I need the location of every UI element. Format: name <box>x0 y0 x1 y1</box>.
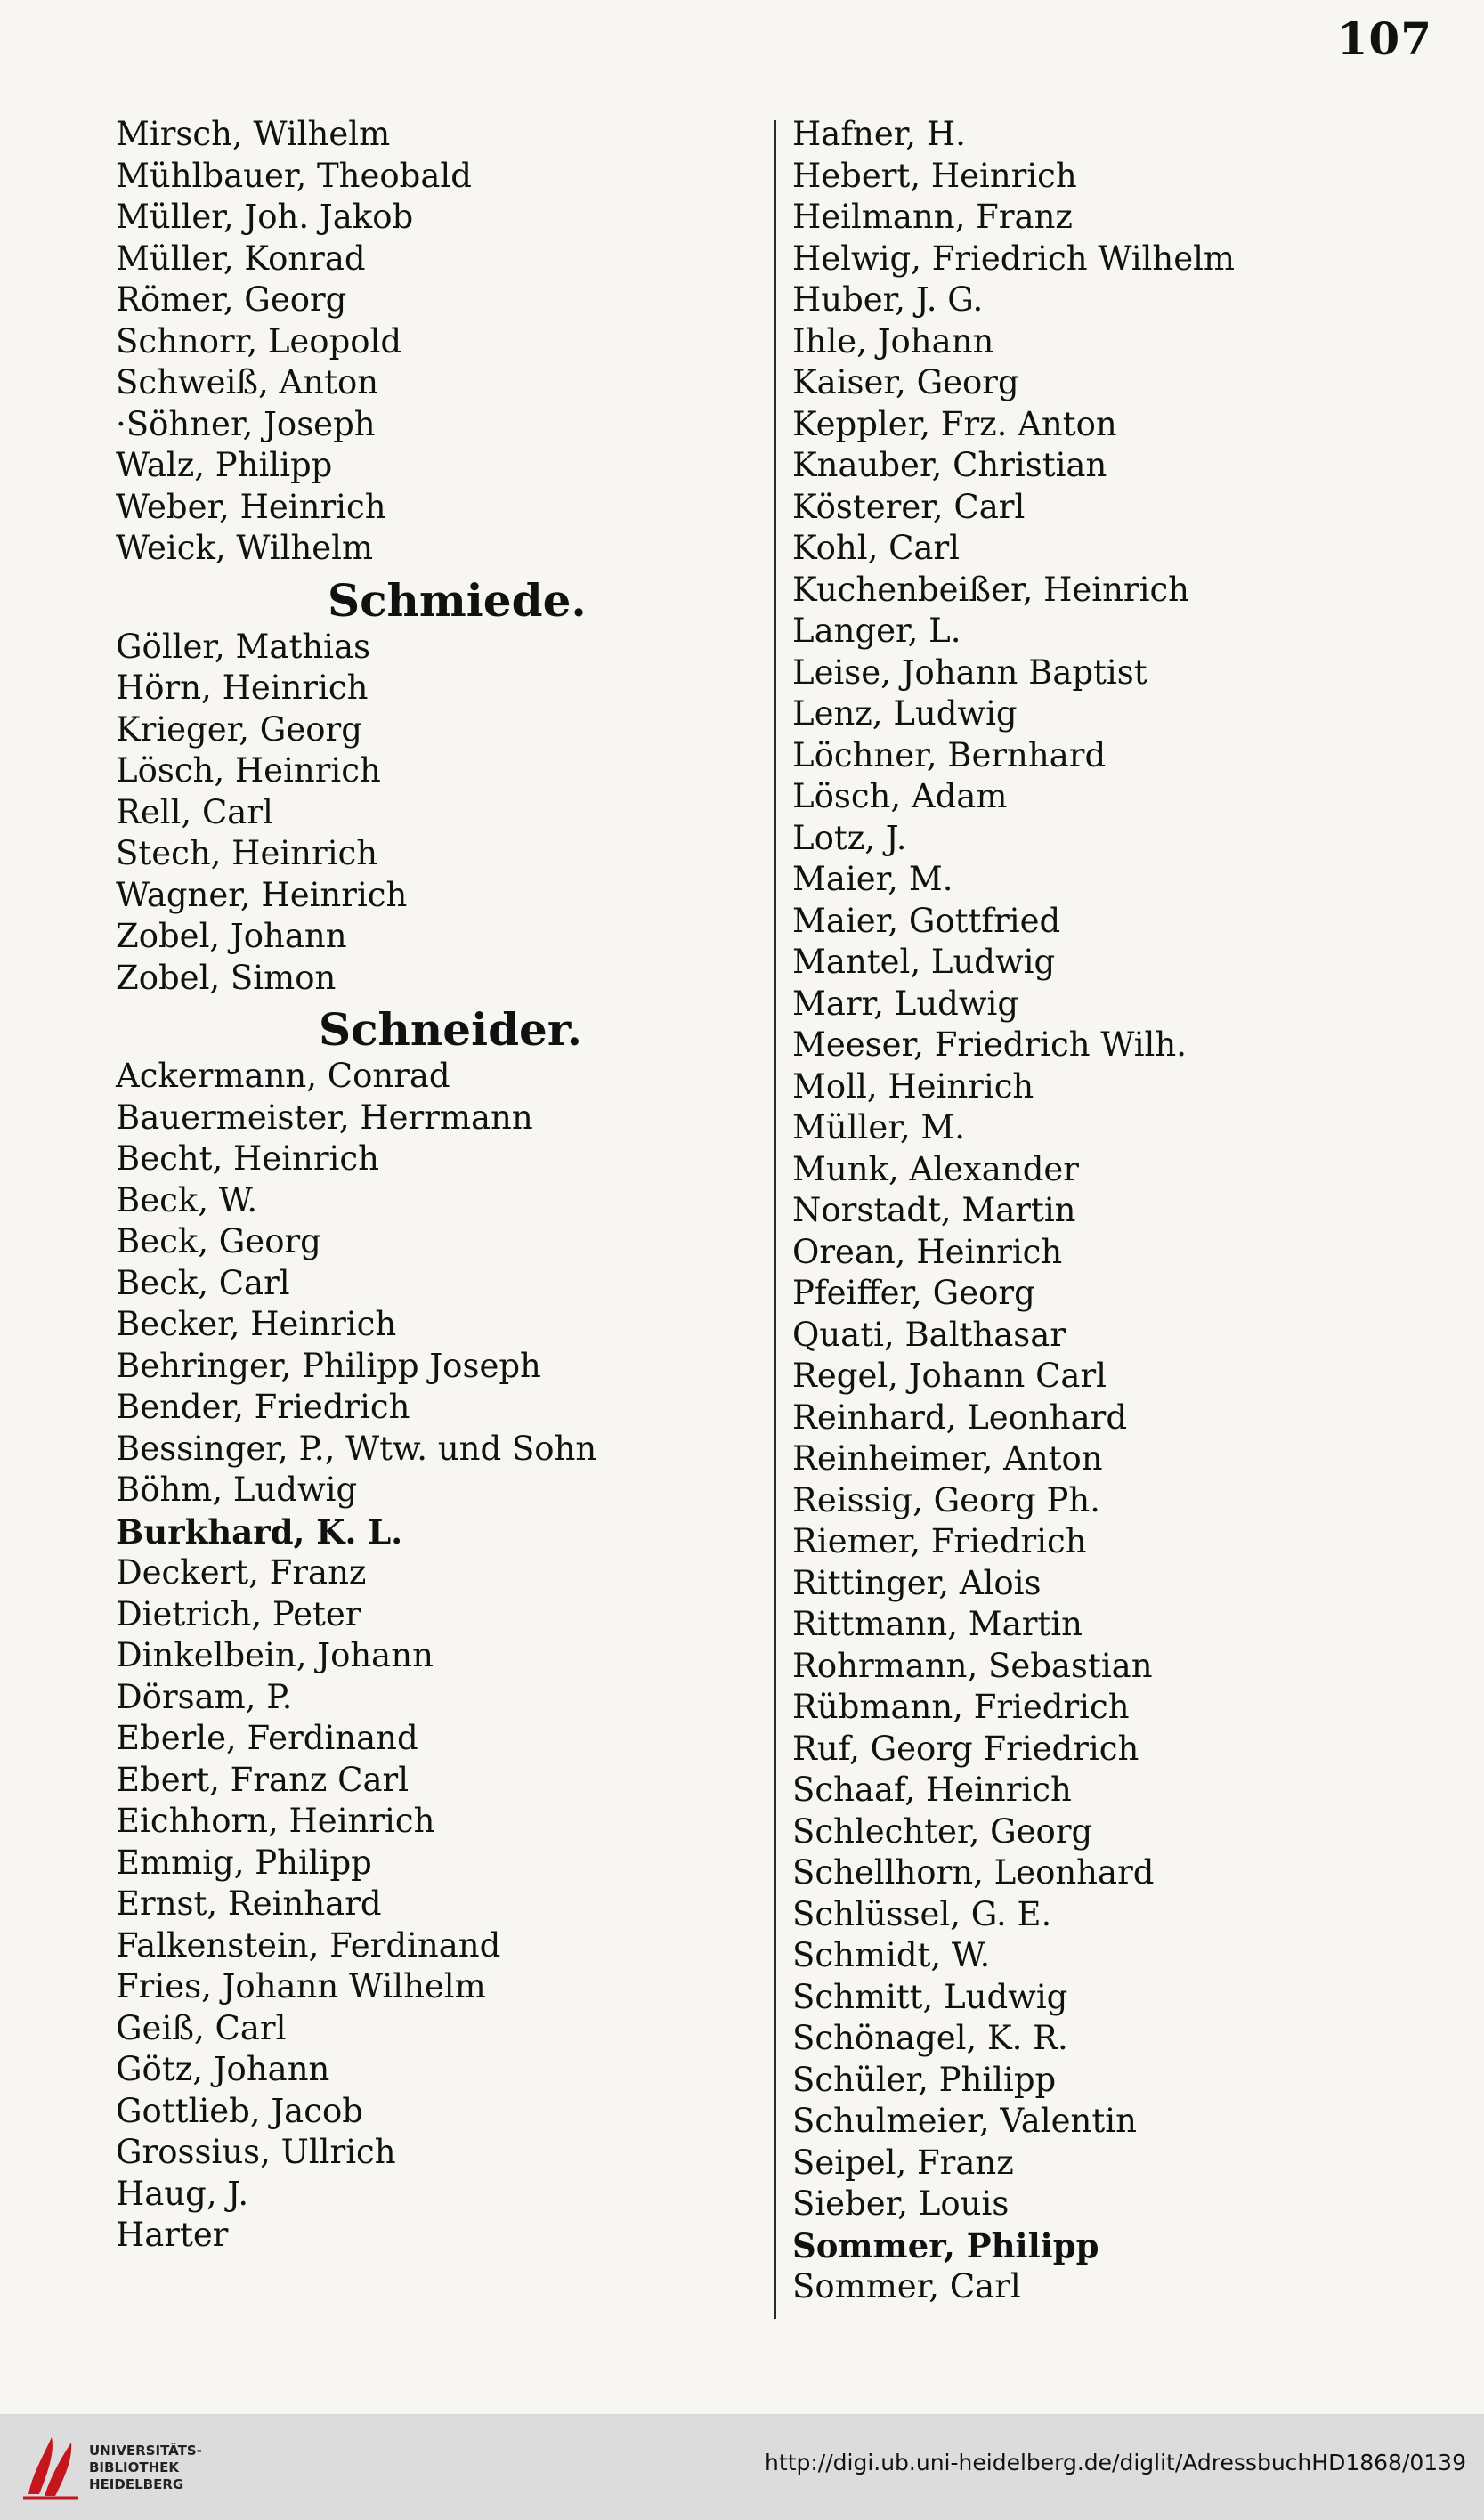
directory-entry: Lösch, Adam <box>792 777 1008 815</box>
right-column <box>792 114 1415 2308</box>
directory-entry: Rittinger, Alois <box>792 1563 1042 1602</box>
directory-entry: Müller, Konrad <box>116 239 366 278</box>
directory-entry: ·Söhner, Joseph <box>116 404 376 443</box>
directory-entry: Ernst, Reinhard <box>116 1884 382 1923</box>
directory-entry: Orean, Heinrich <box>792 1232 1063 1271</box>
directory-entry: Rübmann, Friedrich <box>792 1688 1130 1726</box>
directory-entry: Kösterer, Carl <box>792 487 1026 526</box>
source-url[interactable]: http://digi.ub.uni-heidelberg.de/diglit/AdressbuchHD1868/0139 <box>765 2450 1466 2475</box>
directory-entry: Schulmeier, Valentin <box>792 2102 1137 2140</box>
directory-entry: Hebert, Heinrich <box>792 156 1077 195</box>
directory-entry: Götz, Johann <box>116 2050 330 2088</box>
directory-entry: Kaiser, Georg <box>792 363 1019 401</box>
directory-entry: Moll, Heinrich <box>792 1066 1034 1106</box>
directory-entry: Mühlbauer, Theobald <box>116 156 472 195</box>
directory-entry: Gottlieb, Jacob <box>116 2091 363 2130</box>
directory-entry: Munk, Alexander <box>792 1149 1079 1188</box>
logo-line: BIBLIOTHEK <box>89 2459 179 2475</box>
directory-entry: Helwig, Friedrich Wilhelm <box>792 239 1236 278</box>
directory-entry: Ruf, Georg Friedrich <box>792 1729 1139 1768</box>
directory-entry: Reinheimer, Anton <box>792 1439 1103 1478</box>
directory-entry: Müller, M. <box>792 1108 966 1147</box>
directory-entry: Rohrmann, Sebastian <box>792 1646 1153 1685</box>
directory-entry: Schaaf, Heinrich <box>792 1770 1072 1809</box>
directory-entry: Rell, Carl <box>116 792 273 831</box>
directory-entry: Schönagel, K. R. <box>792 2019 1068 2057</box>
directory-entry: Maier, Gottfried <box>792 901 1061 940</box>
directory-entry: Reinhard, Leonhard <box>792 1398 1128 1437</box>
directory-entry: Römer, Georg <box>116 280 347 319</box>
directory-entry: Ihle, Johann <box>792 321 994 361</box>
section-heading: Schmiede. <box>328 573 587 627</box>
directory-entry: Knauber, Christian <box>792 446 1107 484</box>
directory-entry: Regel, Johann Carl <box>792 1357 1107 1395</box>
directory-entry: Walz, Philipp <box>116 446 333 484</box>
directory-entry: Huber, J. G. <box>792 280 984 319</box>
directory-entry: Fries, Johann Wilhelm <box>116 1967 486 2005</box>
directory-entry: Sieber, Louis <box>792 2184 1010 2223</box>
directory-entry: Seipel, Franz <box>792 2143 1014 2182</box>
directory-entry: Weick, Wilhelm <box>116 529 374 567</box>
logo-line: HEIDELBERG <box>89 2476 184 2492</box>
directory-entry: Geiß, Carl <box>116 2008 287 2047</box>
logo-line: UNIVERSITÄTS- <box>89 2443 202 2459</box>
directory-entry: Schüler, Philipp <box>792 2060 1057 2099</box>
directory-entry: Schnorr, Leopold <box>116 321 402 361</box>
directory-entry: Burkhard, K. L. <box>116 1511 403 1552</box>
directory-entry: Eberle, Ferdinand <box>116 1719 418 1757</box>
left-column <box>116 114 757 2257</box>
directory-entry: Deckert, Franz <box>116 1553 367 1592</box>
directory-entry: Quati, Balthasar <box>792 1315 1066 1354</box>
directory-entry: Stech, Heinrich <box>116 834 378 872</box>
directory-entry: Mirsch, Wilhelm <box>116 115 391 153</box>
directory-entry: Schmitt, Ludwig <box>792 1977 1068 2016</box>
directory-entry: Bauermeister, Herrmann <box>116 1098 533 1137</box>
directory-entry: Ebert, Franz Carl <box>116 1760 410 1799</box>
directory-entry: Bessinger, P., Wtw. und Sohn <box>116 1429 597 1468</box>
directory-entry: Kuchenbeißer, Heinrich <box>792 570 1190 609</box>
directory-entry: Müller, Joh. Jakob <box>116 198 414 236</box>
directory-entry: Eichhorn, Heinrich <box>116 1802 435 1840</box>
directory-entry: Keppler, Frz. Anton <box>792 404 1117 443</box>
directory-entry: Zobel, Johann <box>116 917 347 955</box>
directory-entry: Norstadt, Martin <box>792 1191 1076 1229</box>
directory-entry: Meeser, Friedrich Wilh. <box>792 1025 1187 1064</box>
directory-entry: Mantel, Ludwig <box>792 943 1056 981</box>
directory-entry: Sommer, Carl <box>792 2267 1021 2305</box>
university-library-logo-icon <box>20 2432 82 2501</box>
directory-entry: Lösch, Heinrich <box>116 751 381 790</box>
directory-entry: Göller, Mathias <box>116 627 371 666</box>
directory-entry: Leise, Johann Baptist <box>792 652 1147 692</box>
directory-entry: Sommer, Philipp <box>792 2225 1099 2265</box>
directory-entry: Krieger, Georg <box>116 709 362 749</box>
directory-entry: Schmidt, W. <box>792 1936 991 1974</box>
directory-entry: Hörn, Heinrich <box>116 668 369 707</box>
directory-entry: Rittmann, Martin <box>792 1605 1083 1643</box>
directory-entry: Löchner, Bernhard <box>792 735 1107 774</box>
directory-entry: Hafner, H. <box>792 115 966 153</box>
directory-entry: Dörsam, P. <box>116 1677 293 1716</box>
directory-entry: Harter <box>116 2216 229 2254</box>
directory-entry: Wagner, Heinrich <box>116 875 408 914</box>
directory-entry: Behringer, Philipp Joseph <box>116 1346 541 1385</box>
directory-entry: Schellhorn, Leonhard <box>792 1853 1155 1892</box>
section-heading: Schneider. <box>319 1003 582 1056</box>
directory-entry: Falkenstein, Ferdinand <box>116 1925 501 1965</box>
directory-entry: Beck, Georg <box>116 1222 321 1260</box>
directory-entry: Becker, Heinrich <box>116 1305 397 1343</box>
library-logo-text <box>89 2443 202 2493</box>
directory-entry: Kohl, Carl <box>792 529 960 567</box>
directory-entry: Dietrich, Peter <box>116 1594 361 1633</box>
directory-entry: Marr, Ludwig <box>792 984 1019 1023</box>
directory-entry: Ackermann, Conrad <box>116 1057 450 1095</box>
page-number: 107 <box>1336 12 1432 65</box>
directory-entry: Weber, Heinrich <box>116 487 386 526</box>
directory-entry: Haug, J. <box>116 2174 249 2213</box>
directory-entry: Emmig, Philipp <box>116 1843 372 1882</box>
directory-entry: Langer, L. <box>792 612 961 650</box>
directory-entry: Heilmann, Franz <box>792 198 1073 236</box>
footer-bar <box>0 2414 1484 2520</box>
directory-entry: Schlechter, Georg <box>792 1811 1093 1851</box>
directory-entry: Schlüssel, G. E. <box>792 1894 1052 1933</box>
directory-entry: Lenz, Ludwig <box>792 694 1018 733</box>
directory-entry: Dinkelbein, Johann <box>116 1636 434 1674</box>
directory-entry: Riemer, Friedrich <box>792 1522 1087 1560</box>
directory-entry: Bender, Friedrich <box>116 1388 410 1426</box>
directory-entry: Zobel, Simon <box>116 958 337 997</box>
directory-entry: Beck, Carl <box>116 1263 290 1302</box>
directory-entry: Pfeiffer, Georg <box>792 1274 1035 1312</box>
directory-entry: Maier, M. <box>792 860 953 898</box>
column-divider <box>774 120 776 2319</box>
directory-entry: Becht, Heinrich <box>116 1139 379 1178</box>
directory-entry: Schweiß, Anton <box>116 363 379 401</box>
directory-entry: Lotz, J. <box>792 818 907 857</box>
directory-entry: Reissig, Georg Ph. <box>792 1480 1100 1519</box>
directory-entry: Böhm, Ludwig <box>116 1471 358 1509</box>
directory-entry: Grossius, Ullrich <box>116 2133 396 2171</box>
directory-entry: Beck, W. <box>116 1180 258 1219</box>
